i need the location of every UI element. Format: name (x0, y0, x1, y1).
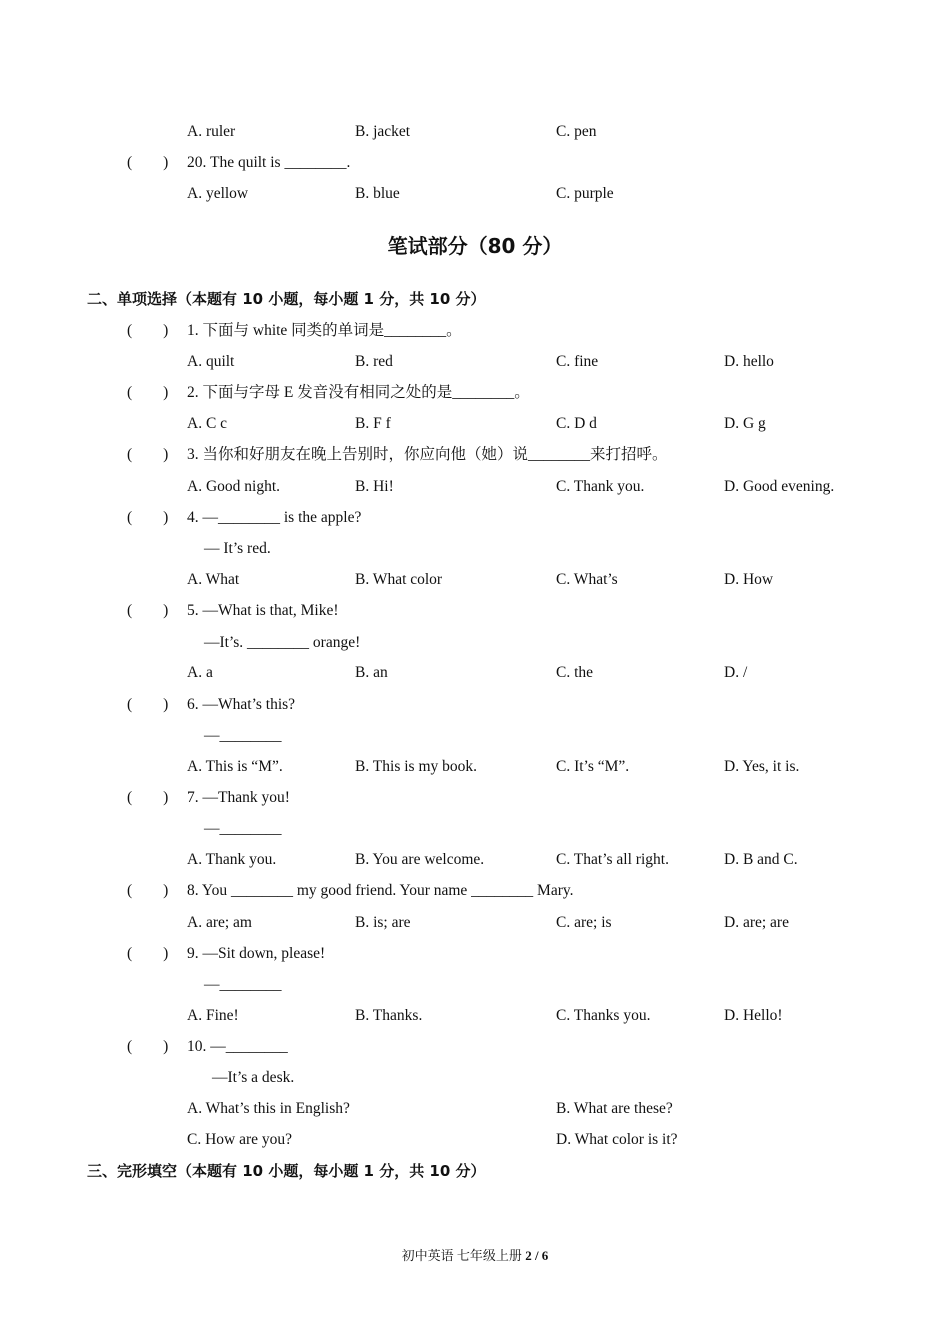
q9-option-b: B. Thanks. (355, 1007, 423, 1024)
q9-option-a: A. Fine! (187, 1007, 239, 1024)
section-2-heading: 二、单项选择（本题有 10 小题，每小题 1 分，共 10 分） (87, 290, 486, 308)
q5-option-a: A. a (187, 664, 213, 681)
q4-option-c: C. What’s (556, 571, 618, 588)
answer-blank-q1[interactable]: ( ) (127, 322, 169, 339)
q7-stem: 7. —Thank you! (187, 789, 290, 806)
q8-option-d: D. are; are (724, 914, 789, 931)
q1-option-c: C. fine (556, 353, 599, 370)
q3-option-d: D. Good evening. (724, 478, 835, 495)
q1-stem: 1. 下面与 white 同类的单词是________。 (187, 322, 462, 339)
q3-stem: 3. 当你和好朋友在晚上告别时，你应向他（她）说________来打招呼。 (187, 446, 668, 463)
q9-option-d: D. Hello! (724, 1007, 783, 1024)
q2-option-a: A. C c (187, 415, 228, 432)
page-number: 2 / 6 (525, 1248, 549, 1263)
q5-option-b: B. an (355, 664, 388, 681)
q6-stem: 6. —What’s this? (187, 696, 296, 713)
q9-reply: —________ (204, 976, 282, 993)
q5-stem: 5. —What is that, Mike! (187, 602, 339, 619)
answer-blank-q2[interactable]: ( ) (127, 384, 169, 401)
q2-option-b: B. F f (355, 415, 391, 432)
q10-option-c: C. How are you? (187, 1131, 293, 1148)
q2-option-d: D. G g (724, 415, 766, 432)
answer-blank-q9[interactable]: ( ) (127, 945, 169, 962)
q6-option-b: B. This is my book. (355, 758, 478, 775)
q19-option-c: C. pen (556, 123, 597, 140)
q4-option-a: A. What (187, 571, 240, 588)
q4-option-d: D. How (724, 571, 774, 588)
q19-option-a: A. ruler (187, 123, 236, 140)
q4-option-b: B. What color (355, 571, 443, 588)
page-footer (0, 1247, 950, 1265)
part-title: 笔试部分（80 分） (387, 234, 563, 258)
q7-option-c: C. That’s all right. (556, 851, 669, 868)
q6-option-c: C. It’s “M”. (556, 758, 630, 775)
q1-option-d: D. hello (724, 353, 774, 370)
answer-blank-q20[interactable]: ( ) (127, 154, 169, 171)
q3-option-b: B. Hi! (355, 478, 394, 495)
q20-stem: 20. The quilt is ________. (187, 154, 351, 171)
answer-blank-q6[interactable]: ( ) (127, 696, 169, 713)
q6-reply: —________ (204, 727, 282, 744)
q8-stem: 8. You ________ my good friend. Your name ________ Mary. (187, 882, 574, 899)
q4-stem: 4. —________ is the apple? (187, 509, 362, 526)
q1-option-b: B. red (355, 353, 393, 370)
answer-blank-q8[interactable]: ( ) (127, 882, 169, 899)
q6-option-a: A. This is “M”. (187, 758, 283, 775)
q2-option-c: C. D d (556, 415, 597, 432)
section-3-heading: 三、完形填空（本题有 10 小题，每小题 1 分，共 10 分） (87, 1162, 486, 1180)
answer-blank-q5[interactable]: ( ) (127, 602, 169, 619)
answer-blank-q4[interactable]: ( ) (127, 509, 169, 526)
q8-option-b: B. is; are (355, 914, 411, 931)
q8-option-a: A. are; am (187, 914, 252, 931)
q10-reply: —It’s a desk. (212, 1069, 295, 1086)
q20-option-b: B. blue (355, 185, 400, 202)
q3-option-c: C. Thank you. (556, 478, 645, 495)
q7-option-a: A. Thank you. (187, 851, 277, 868)
q5-option-d: D. / (724, 664, 748, 681)
q5-option-c: C. the (556, 664, 594, 681)
q3-option-a: A. Good night. (187, 478, 280, 495)
q6-option-d: D. Yes, it is. (724, 758, 800, 775)
q4-reply: — It’s red. (204, 540, 271, 557)
q5-reply: —It’s. ________ orange! (204, 634, 361, 651)
q9-stem: 9. —Sit down, please! (187, 945, 326, 962)
q20-option-c: C. purple (556, 185, 614, 202)
answer-blank-q3[interactable]: ( ) (127, 446, 169, 463)
answer-blank-q7[interactable]: ( ) (127, 789, 169, 806)
footer-text: 初中英语 七年级上册 (401, 1248, 522, 1263)
q10-stem: 10. —________ (187, 1038, 288, 1055)
q7-option-b: B. You are welcome. (355, 851, 485, 868)
q19-option-b: B. jacket (355, 123, 411, 140)
q1-option-a: A. quilt (187, 353, 235, 370)
answer-blank-q10[interactable]: ( ) (127, 1038, 169, 1055)
q7-option-d: D. B and C. (724, 851, 798, 868)
q10-option-b: B. What are these? (556, 1100, 673, 1117)
q8-option-c: C. are; is (556, 914, 612, 931)
q20-option-a: A. yellow (187, 185, 249, 202)
q9-option-c: C. Thanks you. (556, 1007, 651, 1024)
q10-option-a: A. What’s this in English? (187, 1100, 350, 1117)
q7-reply: —________ (204, 820, 282, 837)
q10-option-d: D. What color is it? (556, 1131, 678, 1148)
q2-stem: 2. 下面与字母 E 发音没有相同之处的是________。 (187, 384, 530, 401)
